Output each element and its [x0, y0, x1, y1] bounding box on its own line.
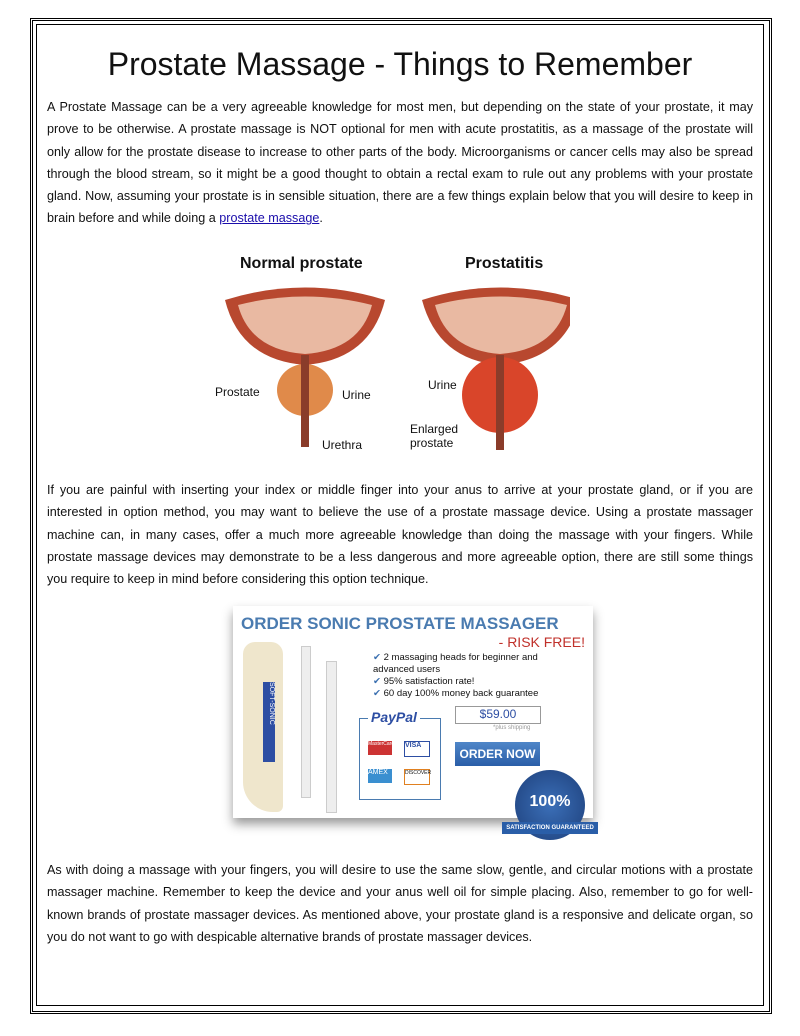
- intro-text: A Prostate Massage can be a very agreeable knowledge for most men, but depending on the state of your prostate, it may prove to be otherwise. A prostate massage is NOT optional for men with acute prostatitis, as a massage of the prostate will only allow for the prostate disease to increase to other parts of the body. Microorganisms or cancer cells may also be spread through the blood stream, so it might be a good thought to obtain a rectal exam to rule out any problems with your prostate gland. Now, assuming your prostate is in sensible situation, there are a few things explain below that you will desire to keep in brain before and while doing a: [47, 100, 753, 226]
- discover-icon: DISCOVER: [404, 769, 430, 785]
- ad-bullets: ✔ 2 massaging heads for beginner and advanced users ✔ 95% satisfaction rate! ✔ 60 day 100% money back guarantee: [373, 652, 539, 699]
- label-urine-left: Urine: [342, 388, 371, 402]
- label-urine-right: Urine: [428, 378, 457, 392]
- amex-icon: AMEX: [368, 769, 392, 783]
- device-image: [243, 642, 283, 812]
- device-paragraph: If you are painful with inserting your index or middle finger into your anus to arrive at your prostate gland, or if you are interested in option method, you may want to believe the use of a prostate massage device. Using a prostate massager machine can, in many cases, offer a much more agreeable knowledge than doing the massage with your fingers. While prostate massage devices may demonstrate to be a less dangerous and more agreeable option, there are still some things you require to keep in mind before considering this option technique.: [47, 483, 753, 587]
- price-box: $59.00: [455, 706, 541, 724]
- device-label: SOFT-SONIC: [263, 682, 275, 762]
- satisfaction-badge: 100%: [515, 770, 585, 840]
- shipping-note: *plus shipping: [493, 725, 531, 731]
- visa-icon: VISA: [404, 741, 430, 757]
- intro-end: .: [319, 211, 323, 226]
- order-now-button[interactable]: ORDER NOW: [455, 742, 540, 766]
- mastercard-icon: MasterCard: [368, 741, 392, 755]
- payment-cards: [359, 709, 441, 800]
- massager-head-1: [301, 646, 311, 798]
- prostate-illustration: [210, 250, 570, 460]
- intro-paragraph: [47, 96, 753, 230]
- closing-paragraph: As with doing a massage with your fingers, you will desire to use the same slow, gentle, and circular motions with a prostate massager machine. Remember to keep the device and your anus well oil for simple placing. Also, remember to go for well-known brands of prostate massager devices. As mentioned above, your prostate gland is a responsive and delicate organ, so you do not want to go with despicable alternative brands of prostate massager devices.: [47, 863, 753, 944]
- prostatitis-title: Prostatitis: [465, 255, 544, 272]
- normal-prostate-title: Normal prostate: [240, 255, 363, 272]
- massager-head-2: [326, 661, 337, 813]
- paypal-logo: PayPal: [368, 709, 420, 725]
- ad-risk-free: - RISK FREE!: [498, 634, 585, 650]
- ad-headline: ORDER SONIC PROSTATE MASSAGER: [241, 614, 559, 633]
- label-urethra: Urethra: [322, 438, 363, 452]
- page-title: Prostate Massage - Things to Remember: [107, 46, 693, 82]
- label-prostate: Prostate: [215, 385, 260, 399]
- prostate-massage-link[interactable]: prostate massage: [219, 211, 320, 226]
- prostate-diagram: [210, 250, 570, 460]
- label-enlarged-prostate: Enlarged prostate: [410, 422, 459, 450]
- badge-ribbon: SATISFACTION GUARANTEED: [502, 822, 598, 834]
